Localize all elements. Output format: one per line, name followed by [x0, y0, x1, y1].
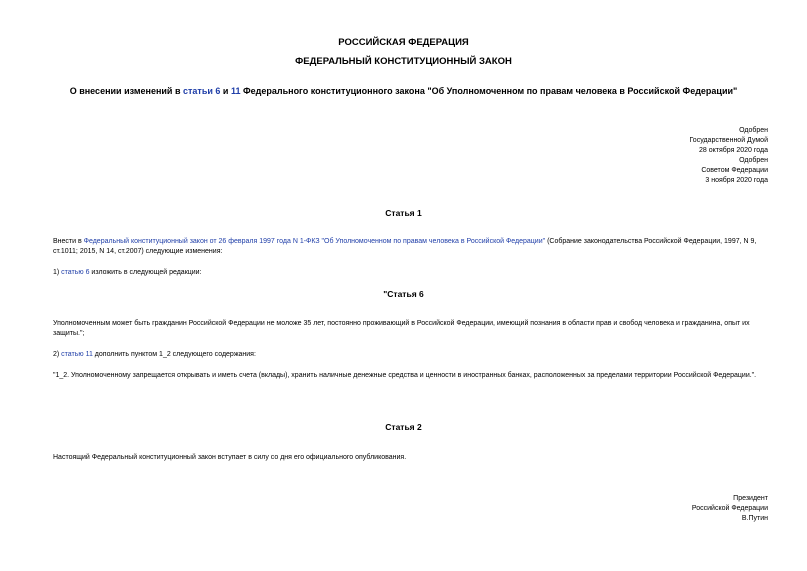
approval-line-3: 28 октября 2020 года: [699, 147, 768, 154]
article-6-link[interactable]: статью 6: [61, 269, 90, 276]
article-6-heading: "Статья 6: [383, 289, 424, 299]
federal-law-link[interactable]: Федеральный конституционный закон от 26 февраля 1997 года N 1-ФКЗ "Об Уполномоченном по правам человека в Российской Федерации": [83, 238, 546, 245]
signature-line-3: В.Путин: [741, 515, 768, 522]
article-1-paragraph: [53, 237, 768, 257]
approval-line-4: Одобрен: [739, 157, 768, 164]
title-mid: и: [220, 86, 231, 96]
approval-line-6: 3 ноября 2020 года: [705, 177, 768, 184]
title-prefix: О внесении изменений в: [69, 86, 183, 96]
item-1-prefix: 1): [53, 269, 62, 276]
law-type-heading: ФЕДЕРАЛЬНЫЙ КОНСТИТУЦИОННЫЙ ЗАКОН: [295, 56, 512, 67]
approval-line-2: Государственной Думой: [689, 137, 768, 144]
document-title: [0, 86, 807, 96]
article-2-heading: Статья 2: [385, 422, 422, 432]
title-link-article-11[interactable]: 11: [230, 86, 241, 96]
item-2-suffix: дополнить пунктом 1_2 следующего содержания:: [92, 351, 256, 358]
article-11-quote: "1_2. Уполномоченному запрещается открывать и иметь счета (вклады), хранить наличные денежные средства и ценности в иностранных банках, расположенных за пределами территории Российской Федерации.".: [53, 372, 757, 379]
article-2-text: Настоящий Федеральный конституционный закон вступает в силу со дня его официального опубликования.: [53, 454, 407, 461]
country-heading: РОССИЙСКАЯ ФЕДЕРАЦИЯ: [338, 37, 469, 48]
signature-block: [692, 494, 768, 524]
article-6-text: Уполномоченным может быть гражданин Российской Федерации не моложе 35 лет, постоянно проживающий в Российской Федерации, имеющий познания в области прав и свобод человека и гражданина, опыт их защиты.";: [53, 320, 750, 337]
signature-line-2: Российской Федерации: [691, 505, 768, 512]
item-2-prefix: 2): [53, 351, 62, 358]
article-1-item-1: [53, 268, 768, 278]
approval-block: [689, 126, 768, 186]
approval-line-5: Советом Федерации: [701, 167, 768, 174]
approval-line-1: Одобрен: [739, 127, 768, 134]
title-link-article-6[interactable]: статьи 6: [183, 86, 221, 96]
article-1-suffix: (Собрание законодательства Российской Федерации, 1997, N 9, ст.1011; 2015, N 14, ст.2007) следующие изменения:: [53, 238, 757, 255]
article-1-item-2: [53, 350, 768, 360]
article-11-link[interactable]: статью 11: [61, 351, 93, 358]
title-suffix: Федерального конституционного закона "Об Уполномоченном по правам человека в Российской Федерации": [240, 86, 738, 96]
item-1-suffix: изложить в следующей редакции:: [89, 269, 202, 276]
signature-line-1: Президент: [733, 495, 768, 502]
article-1-prefix: Внести в: [53, 238, 84, 245]
article-1-heading: Статья 1: [385, 208, 422, 218]
